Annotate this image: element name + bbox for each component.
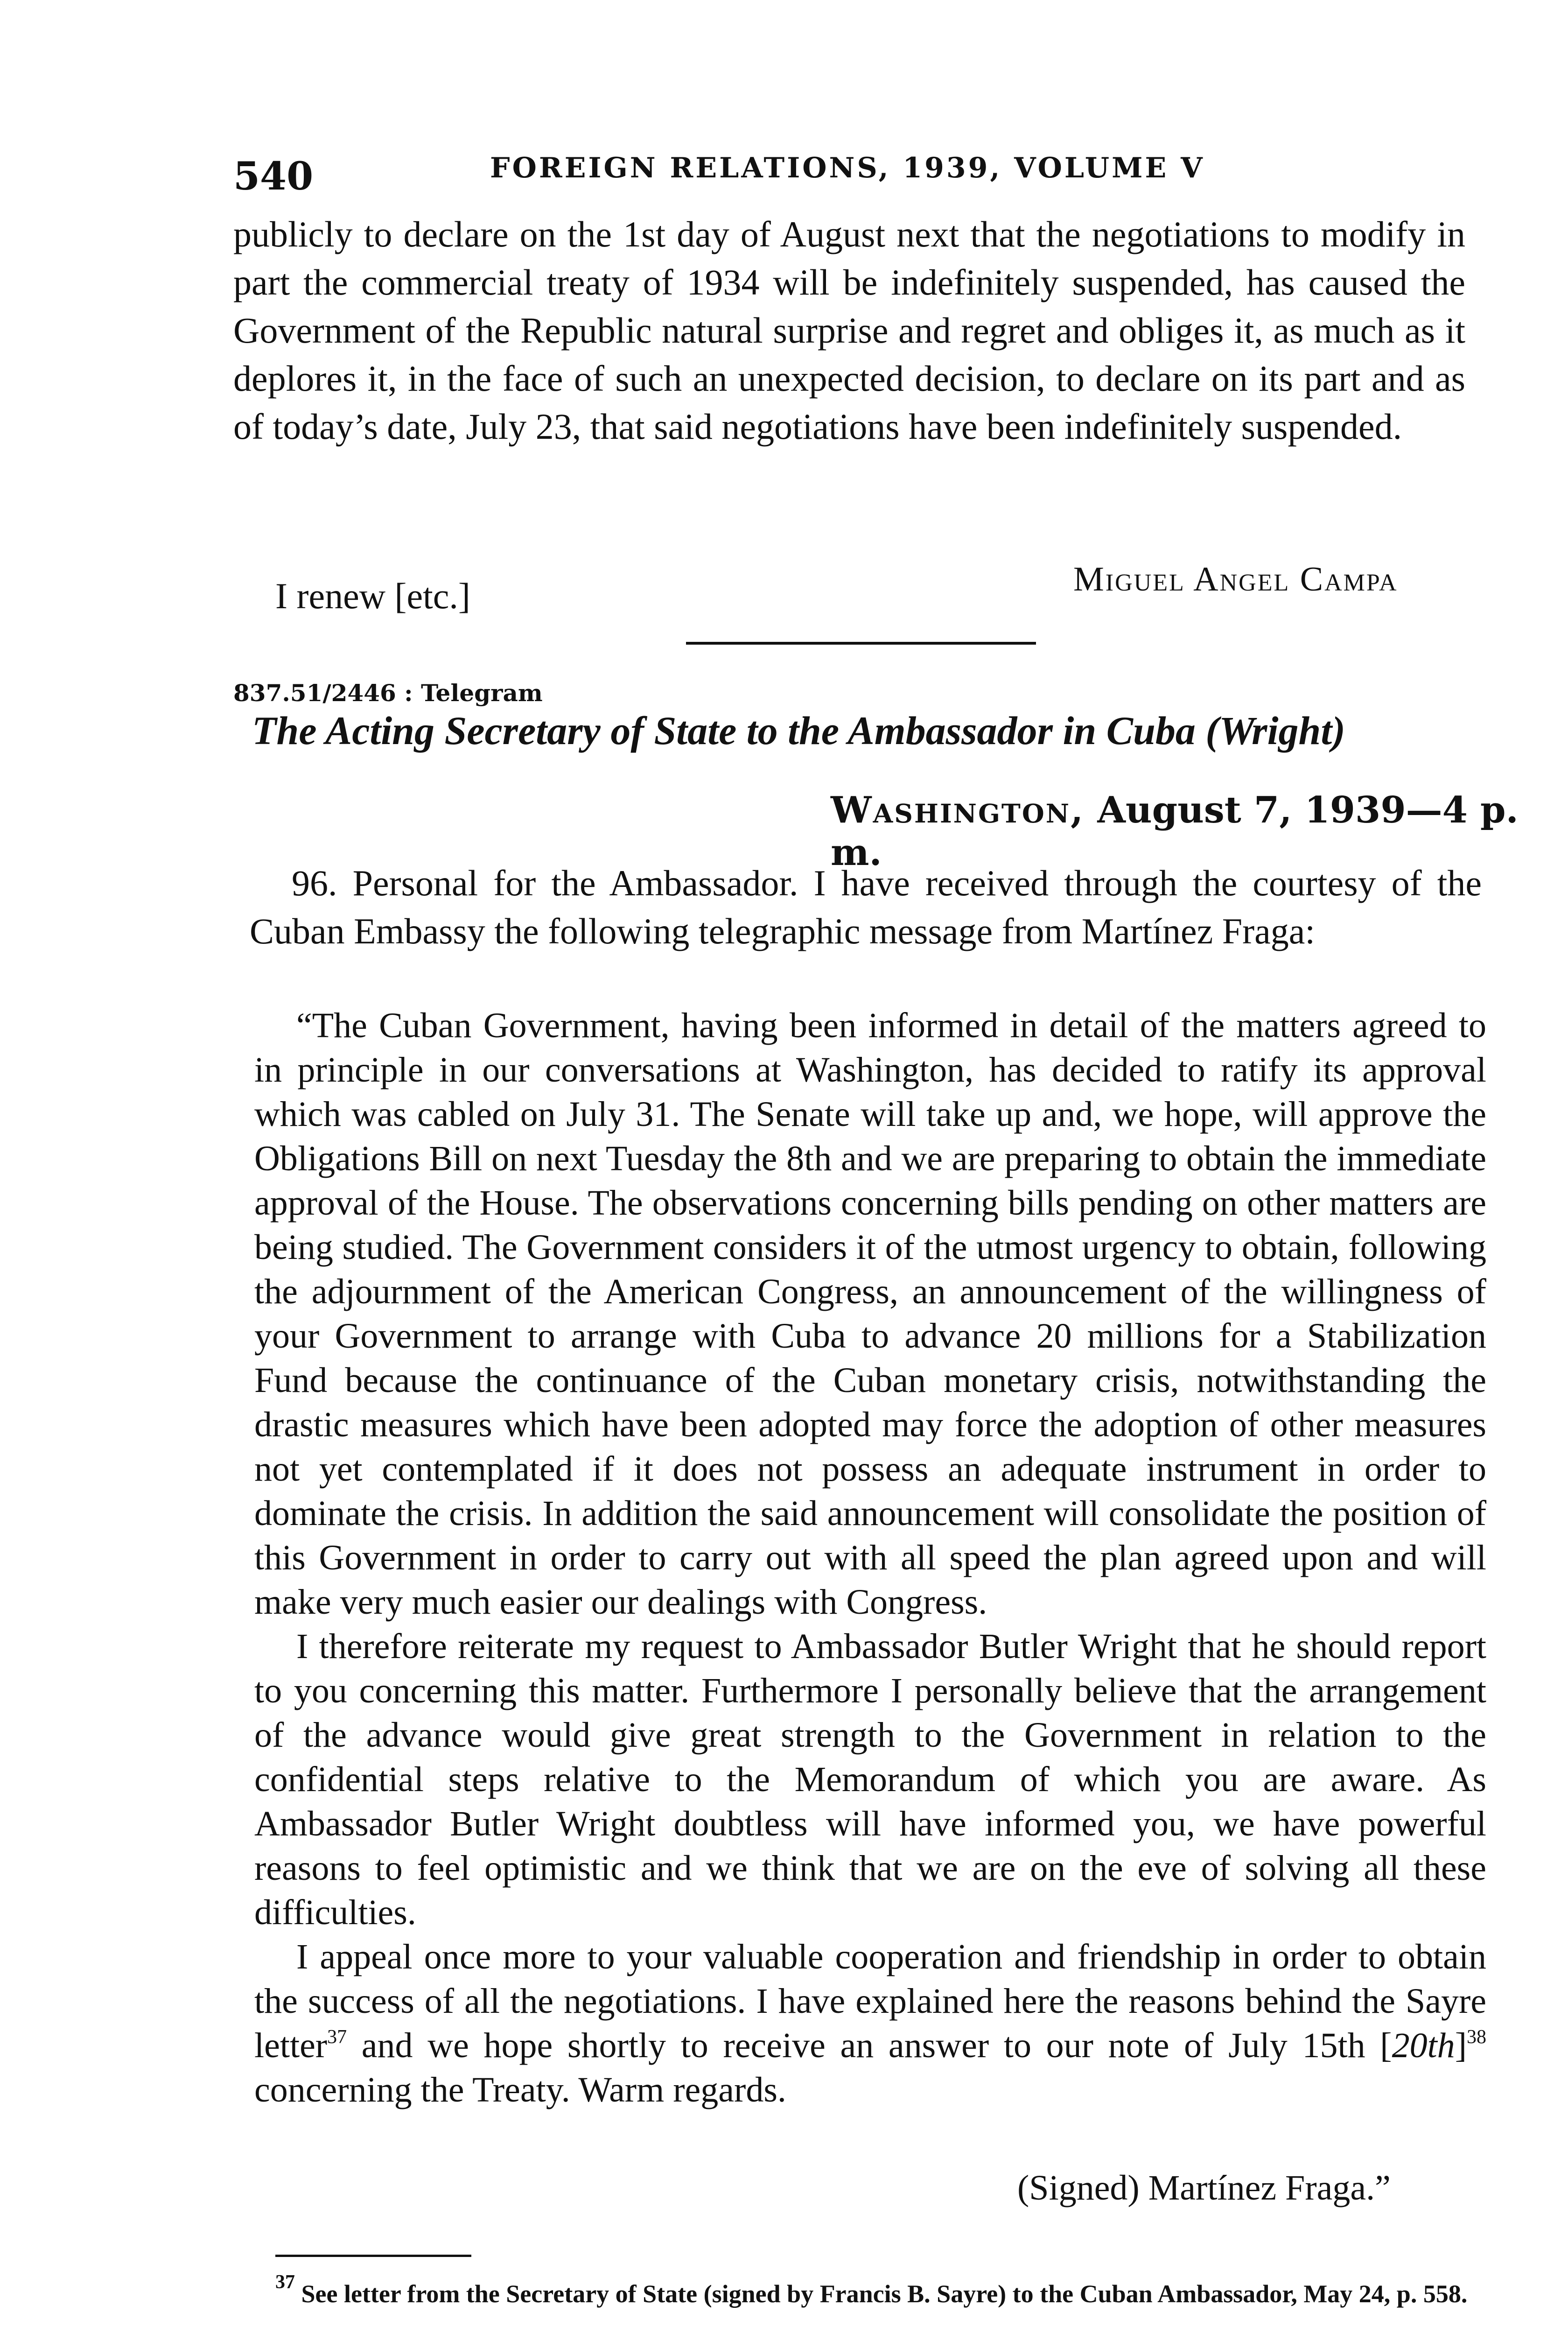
quote-paragraph-1: “The Cuban Government, having been informed in detail of the matters agreed to in principle in our conversations at Washington, has decided to ratify its approval which was cabled on July 31. The Senate will take up and, we hope, will approve the Obligations Bill on next Tuesday the 8th and we are preparing to obtain the immediate approval of the House. The observations concerning bills pending on other matters are being studied. The Government considers it of the utmost urgency to obtain, following the adjournment of the American Congress, an announcement of the willingness of your Government to arrange with Cuba to advance 20 millions for a Stabilization Fund because the continuance of the Cuban monetary crisis, notwithstanding the drastic measures which have been adopted may force the adoption of other measures not yet contemplated if it does not possess an adequate instrument in order to dominate the crisis. In addition the said announcement will consolidate the position of this Government in order to carry out with all speed the plan agreed upon and will make very much easier our dealings with Congress. [254,1006,1486,1622]
document-title: The Acting Secretary of State to the Ambassador in Cuba (Wright) [252,708,1345,753]
quote-p3-part-d: concerning the Treaty. Warm regards. [254,2070,786,2109]
dateline-place: Washington, [831,789,1085,831]
telegram-intro [250,859,1482,955]
quoted-message [254,1004,1486,2112]
footnote-divider [275,2255,471,2257]
intro-text: 96. Personal for the Ambassador. I have received through the courtesy of the Cuban Embassy the following telegraphic message from Martínez Fraga: [250,863,1482,951]
quote-p3-bracket-date: 20th [1392,2026,1455,2065]
dateline-date: August 7, 1939—4 p. m. [831,789,1519,874]
quote-p3-part-c: ] [1455,2026,1467,2065]
footnote-37-mark: 37 [275,2271,295,2293]
footnote-37 [275,2271,1498,2310]
quote-paragraph-3 [254,1935,1486,2112]
running-title: FOREIGN RELATIONS, 1939, VOLUME V [490,152,1205,184]
footnote-marker-38[interactable]: 38 [1467,2026,1486,2048]
page-number: 540 [233,154,314,199]
quote-p3-part-a: I appeal once more to your valuable cooperation and friendship in order to obtain the success of all the negotiations. I have explained here the reasons behind the Sayre letter [254,1937,1486,2065]
signature-campa: Miguel Angel Campa [1073,560,1398,598]
continuation-text: publicly to declare on the 1st day of August next that the negotiations to modify in part the commercial treaty of 1934 will be indefinitely suspended, has caused the Government of the Republic natural surprise and regret and obliges it, as much as it deplores it, in the face of such an unexpected decision, to declare on its part and as of today’s date, July 23, that said negotiations have been indefinitely suspended. [233,214,1465,447]
quote-paragraph-2: I therefore reiterate my request to Ambassador Butler Wright that he should report to you concerning this matter. Furthermore I personally believe that the arrangement of the advance would give great strength to the Government in relation to the confidential steps relative to the Memorandum of which you are aware. As Ambassador Butler Wright doubtless will have informed you, we have powerful reasons to feel optimistic and we think that we are on the eve of solving all these difficulties. [254,1627,1486,1932]
continuation-paragraph [233,210,1465,450]
footnote-marker-37[interactable]: 37 [327,2026,347,2048]
closing-line: I renew [etc.] [275,576,470,616]
footnote-37-text: See letter from the Secretary of State (signed by Francis B. Sayre) to the Cuban Ambassador, May 24, p. 558. [301,2280,1468,2308]
signed-line: (Signed) Martínez Fraga.” [1017,2168,1391,2207]
section-divider [686,642,1036,645]
quote-p3-part-b: and we hope shortly to receive an answer to our note of July 15th [ [347,2026,1392,2065]
file-reference: 837.51/2446 : Telegram [233,679,543,707]
